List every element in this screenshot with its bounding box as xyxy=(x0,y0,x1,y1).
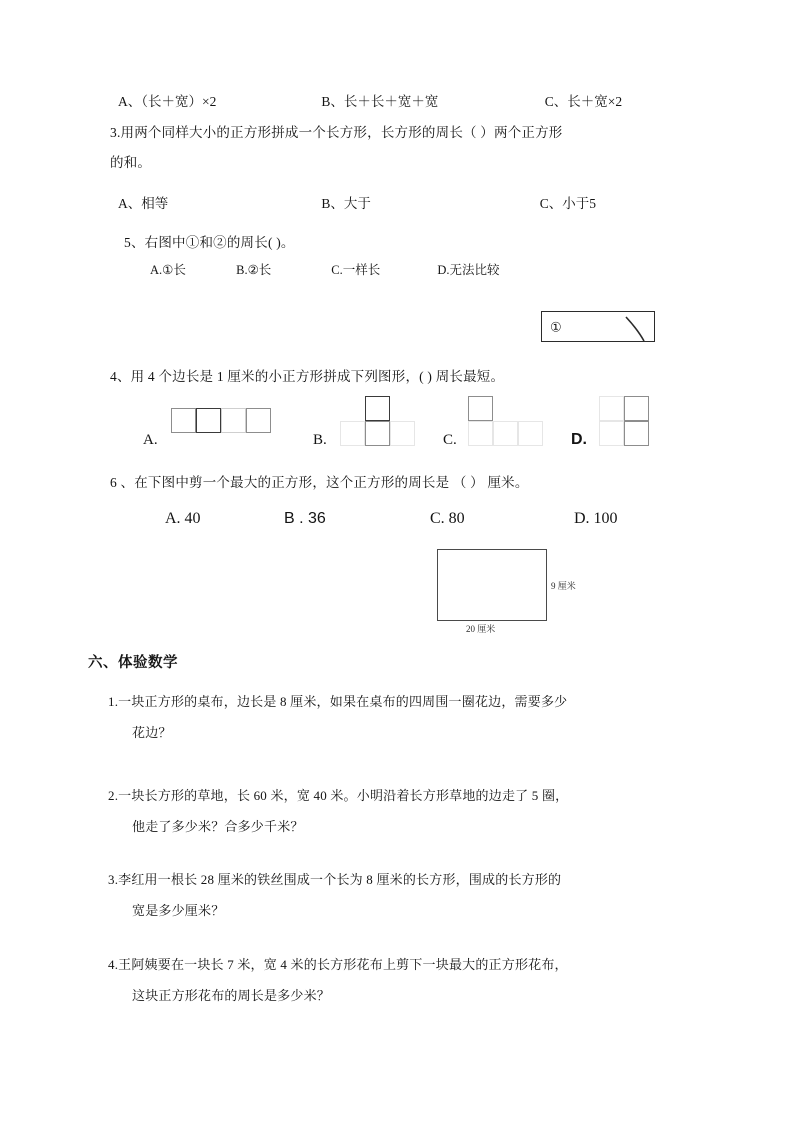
question2-option-a: A、（长＋宽）×2 xyxy=(118,94,217,109)
question2-option-b: B、长＋长＋宽＋宽 xyxy=(321,94,439,109)
question5-options-row xyxy=(150,256,500,284)
question6-rectangle-figure xyxy=(437,549,547,621)
word-problem-3 xyxy=(108,864,708,926)
question3-line1: 3.用两个同样大小的正方形拼成一个长方形，长方形的周长（ ）两个正方形 xyxy=(110,125,563,140)
question6-option-a: A. 40 xyxy=(165,510,201,527)
rectangle-width-label: 20 厘米 xyxy=(466,624,496,634)
question2-option-c: C、长＋宽×2 xyxy=(544,94,623,109)
question4-text: 4、用 4 个边长是 1 厘米的小正方形拼成下列图形，( ) 周长最短。 xyxy=(110,369,505,384)
question6-options-row xyxy=(165,505,618,533)
section-heading-six: 六、体验数学 xyxy=(88,655,178,671)
question3-text xyxy=(110,118,710,178)
question3-option-a: A、相等 xyxy=(118,196,169,211)
question2-options-row xyxy=(118,88,622,116)
question6-option-b: B . 36 xyxy=(284,510,326,527)
question3-option-c: C、小于5 xyxy=(539,196,597,211)
question6-option-d: D. 100 xyxy=(574,510,618,527)
question5-option-c: C.一样长 xyxy=(331,263,381,277)
question5-option-a: A.①长 xyxy=(150,263,186,277)
word-problem-1-line2: 花边？ xyxy=(132,725,172,740)
question5-option-d: D.无法比较 xyxy=(437,263,500,277)
word-problem-2-line2: 他走了多少米？合多少千米？ xyxy=(132,819,304,834)
word-problem-2-line1: 2.一块长方形的草地，长 60 米，宽 40 米。小明沿着长方形草地的边走了 5 圈， xyxy=(108,788,569,803)
rectangle-height-label: 9 厘米 xyxy=(551,581,576,591)
question6-option-c: C. 80 xyxy=(430,510,465,527)
word-problem-3-line1: 3.李红用一根长 28 厘米的铁丝围成一个长为 8 厘米的长方形，围成的长方形的 xyxy=(108,872,562,887)
question4-option-a xyxy=(143,389,313,451)
word-problem-2 xyxy=(108,780,708,842)
word-problem-1-line1: 1.一块正方形的桌布，边长是 8 厘米，如果在桌布的四周围一圈花边，需要多少 xyxy=(108,694,568,709)
question5-figure xyxy=(541,311,655,342)
question3-options-row xyxy=(118,190,596,218)
word-problem-1 xyxy=(108,686,708,748)
question3-option-b: B、大于 xyxy=(321,196,371,211)
word-problem-4-line1: 4.王阿姨要在一块长 7 米，宽 4 米的长方形花布上剪下一块最大的正方形花布， xyxy=(108,957,568,972)
question4-option-a-label: A. xyxy=(143,432,158,448)
question4-options-row xyxy=(0,389,793,451)
word-problem-4-line2: 这块正方形花布的周长是多少米？ xyxy=(132,988,331,1003)
question4-option-d-label: D. xyxy=(571,431,587,448)
question4-option-c-label: C. xyxy=(443,432,457,448)
word-problem-3-line2: 宽是多少厘米？ xyxy=(132,903,225,918)
question4-option-d xyxy=(571,389,701,451)
question4-option-b xyxy=(313,389,453,451)
question6-text: 6 、在下图中剪一个最大的正方形，这个正方形的周长是 （ ） 厘米。 xyxy=(110,475,529,490)
question4-option-c xyxy=(443,389,573,451)
question3-line2: 的和。 xyxy=(110,155,152,170)
diagonal-curve-icon xyxy=(540,312,654,343)
figure-label-circled-one: ① xyxy=(550,319,562,334)
question5-option-b: B.②长 xyxy=(236,263,272,277)
question4-option-b-label: B. xyxy=(313,432,327,448)
word-problem-4 xyxy=(108,949,708,1011)
question5-text: 5、右图中①和②的周长( )。 xyxy=(124,235,295,250)
